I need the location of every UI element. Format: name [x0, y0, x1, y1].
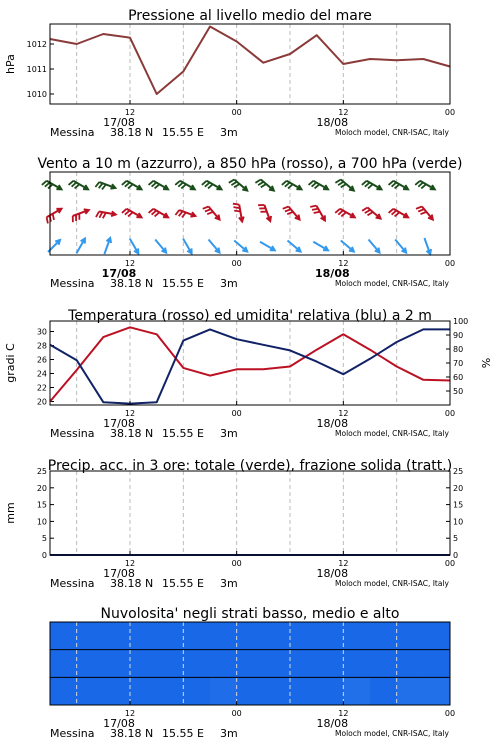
temperature-x-tick-label: 12 — [124, 409, 136, 418]
cloud-cell — [77, 650, 104, 678]
cloud-cell — [210, 622, 237, 650]
wind-barb-feather — [312, 209, 318, 210]
temperature-y-tick-label: 30 — [36, 327, 47, 337]
wind-barb-feather — [149, 181, 154, 185]
wind-barb-feather — [421, 212, 427, 214]
wind-barb-feather — [415, 181, 420, 185]
precipitation-y2-tick-label: 5 — [453, 534, 459, 544]
precipitation-y-tick-label: 5 — [41, 534, 47, 544]
temperature-x-tick-label: 00 — [231, 409, 242, 418]
wind-barb — [42, 181, 62, 190]
wind-barb-feather — [368, 212, 373, 215]
cloud-cell — [103, 677, 130, 705]
wind-barb-feather — [312, 183, 317, 187]
precipitation-y2-tick-label: 0 — [453, 551, 459, 560]
pressure-line — [50, 27, 450, 95]
pressure-date-label: 18/08 — [316, 116, 349, 129]
temperature-y-tick-label: 20 — [36, 397, 47, 407]
precipitation-y-tick-label: 25 — [36, 467, 47, 476]
wind-barb-feather — [365, 210, 370, 213]
wind-barb-feather — [421, 184, 426, 188]
temperature-panel — [4, 308, 493, 440]
wind-barb — [313, 242, 328, 251]
wind-title: Vento a 10 m (azzurro), a 850 hPa (rosso), a 700 hPa (verde) — [37, 156, 463, 172]
wind-barb — [104, 238, 111, 254]
wind-barb — [282, 181, 302, 190]
pressure-title: Pressione al livello medio del mare — [128, 8, 372, 24]
wind-barb-feather — [418, 183, 423, 187]
cloud-cell — [317, 650, 344, 678]
temperature-x-tick-label: 00 — [444, 409, 456, 418]
pressure-location-elev: 3m — [220, 126, 238, 139]
pressure-ylabel: hPa — [4, 54, 17, 74]
temperature-y2-tick-label: 50 — [453, 387, 464, 396]
wind-barb-feather — [368, 184, 373, 188]
wind-barb-feather — [45, 183, 50, 187]
wind-barb — [183, 239, 192, 254]
wind-barb-feather — [231, 182, 236, 185]
cloud-cell — [157, 622, 184, 650]
wind-barb — [149, 181, 168, 190]
wind-x-tick-label: 00 — [231, 259, 242, 268]
precipitation-x-tick-label: 12 — [124, 559, 136, 568]
cloud-cell — [397, 622, 424, 650]
pressure-location-lon: 15.55 E — [162, 126, 204, 139]
cloud-cell — [183, 622, 210, 650]
cloud-cell — [50, 677, 77, 705]
wind-barb — [155, 240, 166, 253]
cloud-cell — [210, 677, 237, 705]
temperature-ylabel: gradi C — [4, 343, 17, 383]
precipitation-y2-tick-label: 10 — [453, 517, 464, 527]
wind-barb-feather — [95, 182, 99, 187]
pressure-panel — [4, 8, 455, 139]
wind-barb-feather — [229, 180, 234, 183]
wind-barb — [202, 181, 222, 190]
wind-location-elev: 3m — [220, 277, 238, 290]
wind-location-name: Messina — [50, 277, 95, 290]
wind-barb-feather — [205, 209, 211, 211]
cloud-cell — [237, 677, 264, 705]
wind-barb — [369, 240, 380, 253]
cloud-cell — [130, 622, 157, 650]
clouds-location-lon: 15.55 E — [162, 727, 204, 740]
wind-barb-feather — [152, 183, 157, 187]
temperature-y2-tick-label: 80 — [453, 345, 464, 354]
wind-barb — [69, 181, 88, 190]
temperature-location-elev: 3m — [220, 427, 238, 440]
wind-barb-feather — [234, 207, 240, 208]
temperature-y2-tick-label: 60 — [453, 373, 464, 382]
wind-barb-feather — [152, 211, 157, 215]
wind-barb — [76, 239, 85, 254]
wind-barb-shaft — [369, 240, 380, 253]
cloud-cell — [423, 677, 450, 705]
wind-barb-feather — [47, 217, 48, 223]
pressure-location-lat: 38.18 N — [110, 126, 154, 139]
cloud-cell — [157, 650, 184, 678]
pressure-x-tick-label: 00 — [444, 108, 456, 117]
cloud-cell — [290, 677, 317, 705]
clouds-location-lat: 38.18 N — [110, 727, 154, 740]
wind-barb-feather — [175, 210, 179, 215]
wind-barb — [335, 180, 353, 191]
wind-barb — [341, 241, 354, 252]
wind-date-label: 18/08 — [315, 267, 350, 280]
clouds-x-tick-label: 12 — [124, 709, 136, 718]
wind-barb — [389, 209, 408, 218]
wind-barb-feather — [202, 181, 207, 185]
wind-barb-feather — [389, 209, 394, 213]
cloud-cell — [343, 650, 370, 678]
wind-barb — [362, 181, 382, 190]
wind-x-tick-label: 12 — [338, 259, 349, 268]
wind-barb-feather — [362, 208, 367, 211]
cloud-cell — [183, 650, 210, 678]
wind-barb-feather — [389, 181, 394, 185]
wind-barb-shaft — [288, 241, 301, 252]
cloud-cell — [103, 622, 130, 650]
wind-barb-feather — [99, 212, 102, 218]
cloud-cell — [77, 622, 104, 650]
cloud-cell — [290, 650, 317, 678]
temperature-x-tick-label: 12 — [338, 409, 349, 418]
temperature-date-label: 17/08 — [103, 417, 135, 430]
wind-barb-feather — [42, 181, 47, 185]
wind-barb-feather — [155, 184, 160, 188]
wind-barb-feather — [314, 212, 320, 213]
cloud-cell — [317, 677, 344, 705]
cloud-cell — [77, 677, 104, 705]
cloud-cell — [370, 650, 397, 678]
wind-barb — [96, 211, 116, 218]
pressure-frame — [50, 24, 450, 104]
wind-barb — [283, 207, 300, 220]
wind-barb-feather — [208, 184, 213, 188]
wind-barb — [209, 240, 220, 253]
wind-barb — [310, 206, 325, 221]
cloud-cell — [423, 622, 450, 650]
wind-barb-feather — [285, 183, 290, 187]
wind-barb-feather — [285, 209, 291, 211]
precipitation-y-tick-label: 20 — [36, 483, 47, 493]
wind-barb-feather — [338, 182, 343, 185]
wind-barb-feather — [178, 183, 183, 187]
wind-barb — [309, 181, 328, 190]
precipitation-frame — [50, 471, 450, 555]
wind-barb-feather — [175, 181, 180, 185]
cloud-cell — [237, 622, 264, 650]
wind-barb-feather — [234, 211, 240, 212]
precipitation-y2-tick-label: 25 — [453, 467, 464, 476]
clouds-location-elev: 3m — [220, 727, 238, 740]
precipitation-location-elev: 3m — [220, 577, 238, 590]
wind-barb — [415, 181, 435, 190]
pressure-date-label: 17/08 — [103, 116, 135, 129]
clouds-x-tick-label: 00 — [231, 709, 242, 718]
precipitation-x-tick-label: 12 — [338, 559, 349, 568]
precipitation-x-tick-label: 00 — [231, 559, 242, 568]
clouds-x-tick-label: 12 — [338, 709, 349, 718]
wind-barb — [416, 207, 433, 220]
cloud-cell — [370, 622, 397, 650]
wind-barb-feather — [392, 211, 397, 215]
wind-barb-feather — [99, 183, 103, 188]
cloud-cell — [130, 650, 157, 678]
wind-barb — [389, 181, 408, 190]
temperature-title: Temperatura (rosso) ed umidita' relativa (blu) a 2 m — [68, 308, 432, 324]
humidity-line — [50, 329, 450, 403]
wind-barb-feather — [315, 184, 320, 188]
wind-barb-feather — [310, 206, 316, 207]
wind-barb-feather — [416, 207, 422, 209]
clouds-date-label: 18/08 — [316, 717, 349, 730]
cloud-cell — [210, 650, 237, 678]
temperature-y-tick-label: 26 — [36, 355, 47, 365]
clouds-title: Nuvolosita' negli strati basso, medio e alto — [100, 606, 400, 622]
wind-barb-feather — [122, 181, 127, 185]
wind-barb — [234, 241, 247, 252]
wind-barb-feather — [258, 182, 263, 185]
wind-barb — [258, 205, 271, 221]
clouds-location-name: Messina — [50, 727, 95, 740]
cloud-cell — [50, 622, 77, 650]
wind-barb — [122, 181, 141, 190]
wind-barb-feather — [155, 212, 160, 216]
temperature-y-tick-label: 28 — [36, 341, 47, 351]
wind-barb — [149, 209, 168, 218]
temperature-location-lon: 15.55 E — [162, 427, 204, 440]
precipitation-panel — [4, 458, 463, 590]
cloud-cell — [397, 650, 424, 678]
wind-credit: Moloch model, CNR-ISAC, Italy — [335, 279, 449, 288]
temperature-y-tick-label: 22 — [36, 383, 47, 393]
wind-barb-feather — [203, 207, 209, 209]
pressure-y-tick-label: 1011 — [26, 65, 47, 74]
wind-barb-feather — [125, 183, 130, 187]
wind-x-tick-label: 12 — [124, 259, 136, 268]
cloud-cell — [157, 677, 184, 705]
wind-barb — [47, 209, 62, 224]
temperature-line — [50, 327, 450, 401]
wind-barb-feather — [205, 183, 210, 187]
wind-x-tick-label: 00 — [444, 259, 456, 268]
wind-panel — [37, 156, 462, 290]
wind-barb-shaft — [341, 241, 354, 252]
temperature-location-name: Messina — [50, 427, 95, 440]
cloud-cell — [370, 677, 397, 705]
wind-barb-shaft — [155, 240, 166, 253]
wind-barb-feather — [283, 207, 289, 209]
wind-location-lat: 38.18 N — [110, 277, 154, 290]
precipitation-title: Precip. acc. in 3 ore: totale (verde), frazione solida (tratt.) — [47, 458, 453, 474]
wind-barb-shaft — [341, 180, 354, 191]
cloud-cell — [317, 622, 344, 650]
cloud-cell — [397, 677, 424, 705]
temperature-location-lat: 38.18 N — [110, 427, 154, 440]
pressure-x-tick-label: 12 — [124, 108, 136, 117]
wind-location-lon: 15.55 E — [162, 277, 204, 290]
wind-barb-feather — [282, 181, 287, 185]
wind-barb-feather — [261, 184, 266, 187]
pressure-x-tick-label: 12 — [338, 108, 349, 117]
temperature-y-tick-label: 24 — [36, 369, 47, 379]
precipitation-y-tick-label: 10 — [36, 517, 47, 527]
wind-barb-feather — [338, 211, 343, 215]
wind-barb-feather — [69, 181, 74, 185]
precipitation-y2-tick-label: 15 — [453, 500, 464, 510]
wind-barb-feather — [96, 212, 99, 218]
wind-barb — [73, 209, 89, 222]
wind-barb-feather — [233, 204, 239, 205]
pressure-location-name: Messina — [50, 126, 95, 139]
wind-barb-feather — [309, 181, 314, 185]
wind-barb-feather — [149, 209, 154, 213]
cloud-cell — [343, 622, 370, 650]
cloud-cell — [50, 650, 77, 678]
temperature-y2-tick-label: 90 — [453, 331, 464, 340]
clouds-credit: Moloch model, CNR-ISAC, Italy — [335, 729, 449, 738]
wind-barb-feather — [335, 209, 340, 213]
wind-barb — [255, 180, 273, 191]
wind-barb-feather — [255, 180, 260, 183]
wind-date-label: 17/08 — [101, 267, 137, 280]
cloud-cell — [130, 677, 157, 705]
wind-barb — [229, 180, 247, 191]
wind-barb-feather — [122, 209, 127, 213]
wind-barb-shaft — [234, 241, 247, 252]
wind-barb — [95, 182, 115, 189]
precipitation-y-tick-label: 15 — [36, 500, 47, 510]
wind-barb-feather — [418, 209, 424, 211]
temperature-y2-tick-label: 100 — [453, 317, 469, 326]
cloud-cell — [423, 650, 450, 678]
cloud-cell — [290, 622, 317, 650]
wind-barb — [233, 204, 244, 222]
temperature-date-label: 18/08 — [316, 417, 349, 430]
precipitation-ylabel: mm — [4, 502, 17, 524]
wind-barb-shaft — [368, 208, 381, 219]
clouds-date-label: 17/08 — [103, 717, 135, 730]
clouds-x-tick-label: 00 — [444, 709, 456, 718]
wind-barb-feather — [53, 214, 54, 220]
cloud-cell — [263, 622, 290, 650]
temperature-credit: Moloch model, CNR-ISAC, Italy — [335, 429, 449, 438]
wind-barb-feather — [72, 183, 77, 187]
wind-barb-feather — [365, 183, 370, 187]
pressure-y-tick-label: 1010 — [26, 90, 47, 99]
pressure-x-tick-label: 00 — [231, 108, 242, 117]
wind-barb — [175, 181, 195, 190]
pressure-y-tick-label: 1012 — [26, 40, 47, 49]
humidity-ylabel: % — [480, 357, 493, 369]
precipitation-date-label: 18/08 — [316, 567, 349, 580]
wind-barb-feather — [179, 211, 183, 216]
cloud-cell — [263, 677, 290, 705]
cloud-cell — [237, 650, 264, 678]
cloud-cell — [183, 677, 210, 705]
precipitation-y-tick-label: 0 — [41, 551, 47, 560]
precipitation-location-lat: 38.18 N — [110, 577, 154, 590]
wind-barb-feather — [335, 180, 340, 183]
cloud-cell — [263, 650, 290, 678]
wind-barb-feather — [125, 211, 130, 215]
cloud-cell — [103, 650, 130, 678]
wind-barb — [424, 238, 431, 254]
pressure-credit: Moloch model, CNR-ISAC, Italy — [335, 128, 449, 137]
wind-barb — [122, 209, 141, 218]
precipitation-y2-tick-label: 20 — [453, 483, 464, 493]
wind-barb-feather — [362, 181, 367, 185]
precipitation-credit: Moloch model, CNR-ISAC, Italy — [335, 579, 449, 588]
wind-barb — [335, 209, 355, 218]
wind-barb — [175, 210, 195, 217]
wind-barb-feather — [102, 185, 106, 190]
wind-barb — [130, 239, 139, 254]
precipitation-date-label: 17/08 — [103, 567, 135, 580]
clouds-panel — [50, 606, 455, 740]
wind-barb — [362, 208, 380, 219]
wind-barb-shaft — [209, 240, 220, 253]
wind-barb — [260, 242, 275, 251]
wind-barb-feather — [392, 183, 397, 187]
wind-barb — [288, 241, 301, 252]
precipitation-location-name: Messina — [50, 577, 95, 590]
precipitation-location-lon: 15.55 E — [162, 577, 204, 590]
cloud-cell — [343, 677, 370, 705]
wind-barb-shaft — [261, 180, 274, 191]
wind-barb-feather — [207, 212, 213, 214]
precipitation-x-tick-label: 00 — [444, 559, 456, 568]
temperature-y2-tick-label: 70 — [453, 359, 464, 368]
wind-barb-feather — [103, 213, 106, 219]
wind-barb-feather — [287, 212, 293, 214]
wind-barb-feather — [182, 213, 186, 218]
wind-barb — [203, 207, 220, 220]
